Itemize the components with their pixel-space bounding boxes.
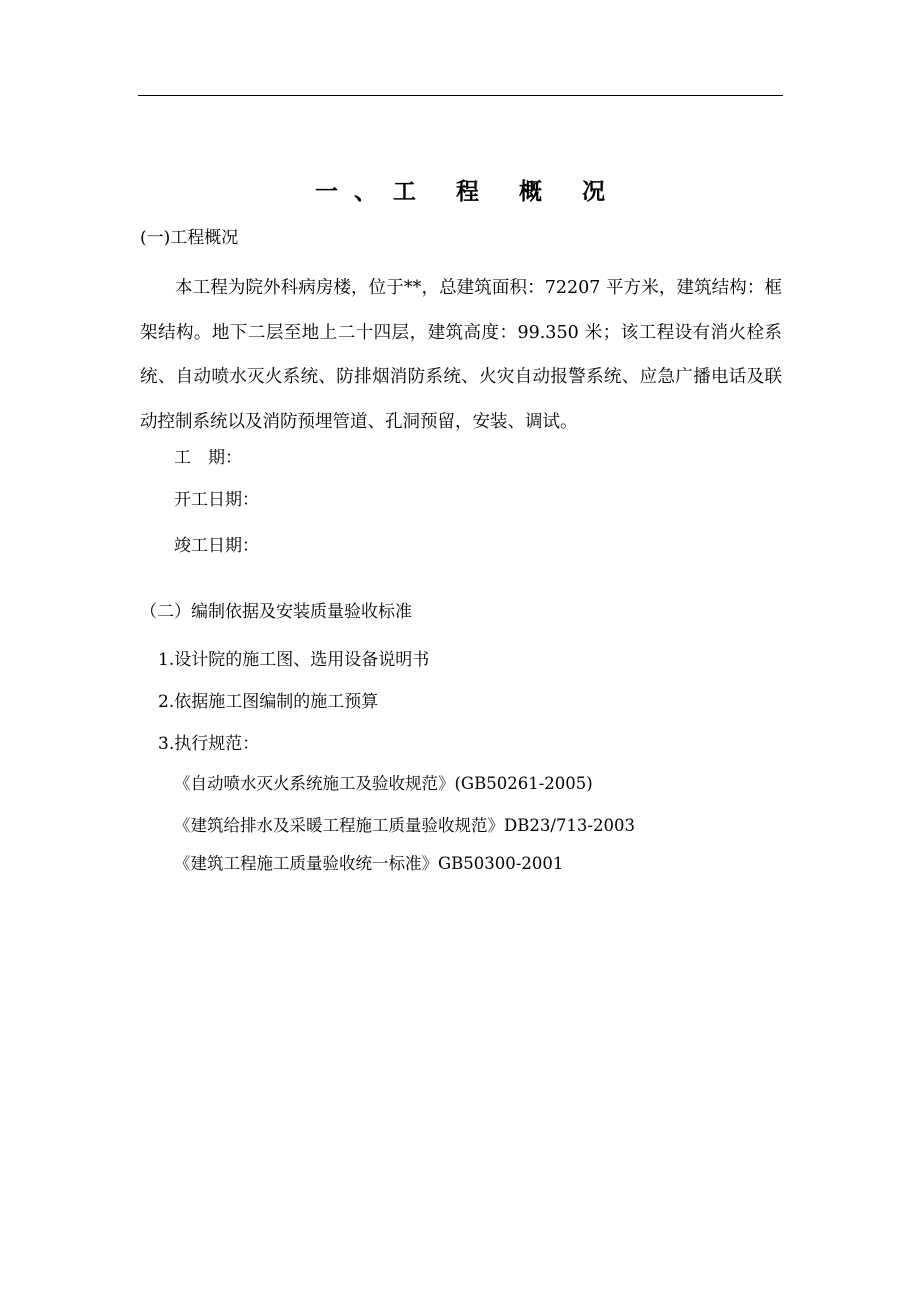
standard-item: 《建筑工程施工质量验收统一标准》GB50300-2001	[174, 854, 564, 873]
standard-item: 《建筑给排水及采暖工程施工质量验收规范》DB23/713-2003	[174, 816, 635, 835]
list-item: 3.执行规范：	[158, 734, 260, 754]
schedule-label: 工 期：	[174, 448, 242, 468]
list-item: 2.依据施工图编制的施工预算	[158, 692, 379, 712]
project-overview-paragraph: 本工程为院外科病房楼，位于**，总建筑面积：72207 平方米，建筑结构：框架结构。地下二层至地上二十四层，建筑高度：99.350 米；该工程设有消火栓系统、自动喷水灭火系统、防排烟消防系统、火灾自动报警系统、应急广播电话及联动控制系统以及消防预埋管道、孔洞预留，安装、调试。	[140, 278, 782, 432]
end-date-label: 竣工日期：	[174, 536, 259, 556]
header-rule	[138, 95, 783, 96]
section2-heading: （二）编制依据及安装质量验收标准	[140, 602, 412, 622]
start-date-label: 开工日期：	[174, 490, 259, 510]
page-title: 一、工 程 概 况	[314, 179, 622, 205]
standard-item: 《自动喷水灭火系统施工及验收规范》(GB50261-2005)	[174, 774, 593, 793]
section1-heading: (一)工程概况	[140, 228, 239, 248]
list-item: 1.设计院的施工图、选用设备说明书	[158, 650, 430, 670]
